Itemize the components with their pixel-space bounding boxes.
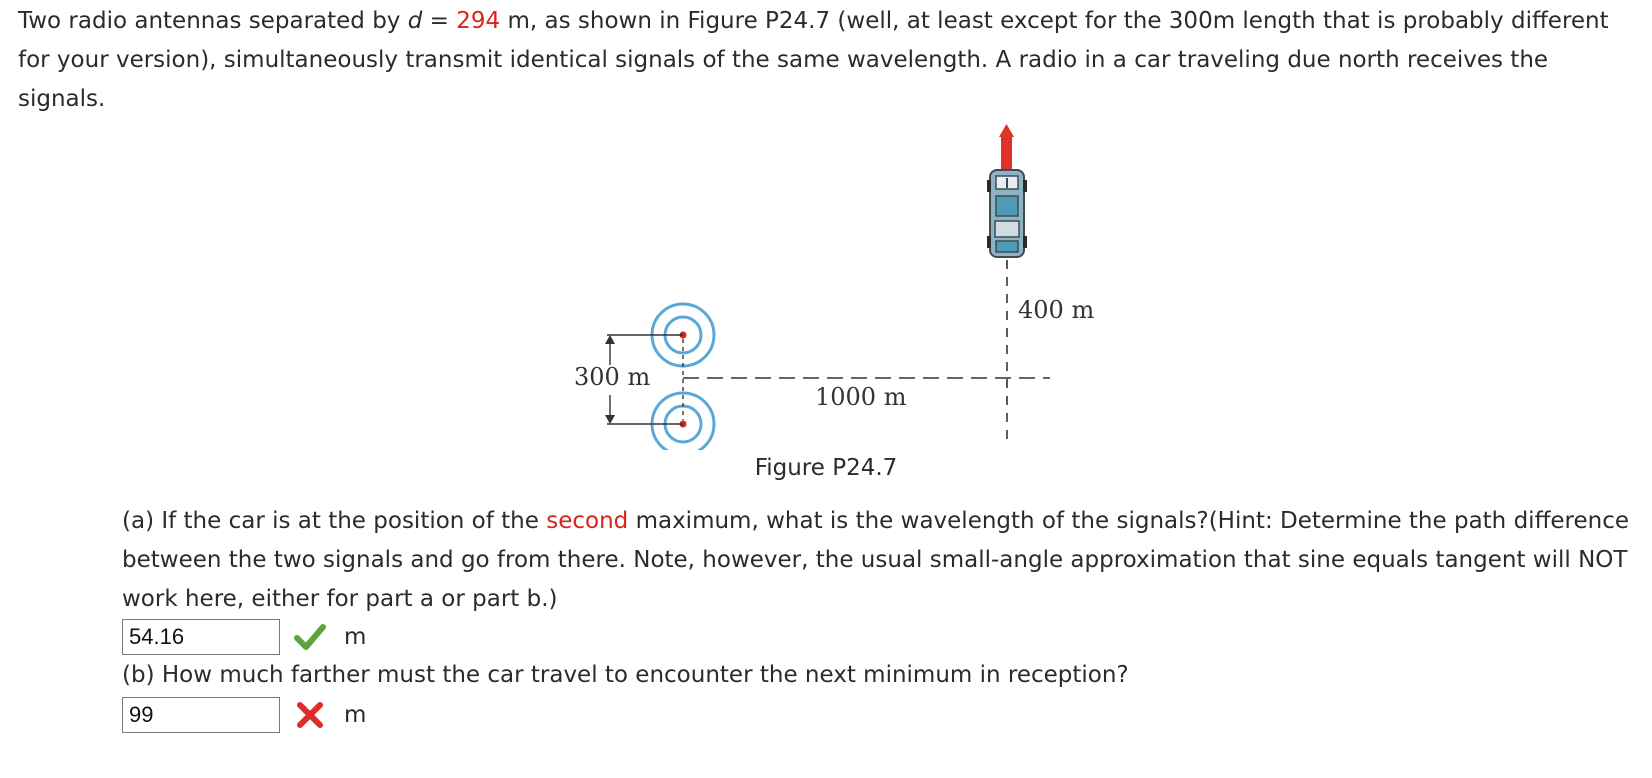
- label-400m: 400 m: [1018, 296, 1095, 324]
- intro-text-2: m, as shown in Figure P24.7 (well, at least except for the 300m length that is probably different for your version), simultaneously transmit identical signals of the same wavelength. A radio in a car traveling due north receives the signals.: [18, 8, 1609, 112]
- distance-value: 294: [456, 8, 501, 34]
- figure-caption: Figure P24.7: [754, 455, 898, 481]
- question-a-text-2: maximum, what is the wavelength of the signals?(Hint: Determine the path difference between the two signals and go from there. Note, however, the usual small-angle approximation that sine equals tangent will NOT work here, either for part a or part b.): [122, 508, 1630, 612]
- checkmark-icon: [292, 619, 328, 655]
- label-300m: 300 m: [574, 363, 651, 391]
- question-a: [122, 502, 1642, 619]
- equals-sign: =: [422, 8, 457, 34]
- question-a-highlight: second: [546, 508, 629, 534]
- label-1000m: 1000 m: [815, 383, 907, 411]
- intro-text-1: Two radio antennas separated by: [18, 8, 408, 34]
- variable-d: d: [407, 8, 423, 34]
- question-a-text-1: (a) If the car is at the position of the: [122, 508, 547, 534]
- answer-a-input[interactable]: [122, 619, 280, 655]
- question-b: (b) How much farther must the car travel to encounter the next minimum in reception?: [122, 662, 1129, 688]
- answer-b-input[interactable]: [122, 697, 280, 733]
- car-icon: [987, 124, 1027, 257]
- answer-row-a: [122, 617, 366, 657]
- answer-b-unit: m: [344, 702, 367, 728]
- answer-a-unit: m: [344, 624, 367, 650]
- antenna-bottom: [652, 393, 714, 450]
- cross-icon: [292, 697, 328, 733]
- answer-row-b: [122, 695, 366, 735]
